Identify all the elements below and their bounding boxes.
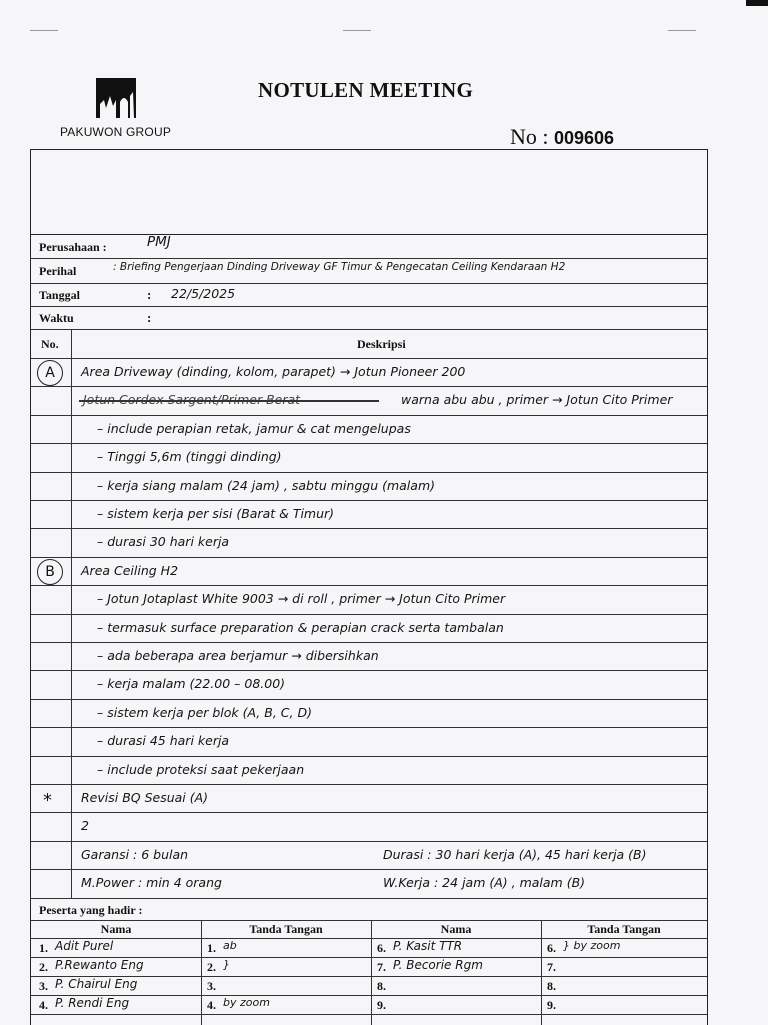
row-divider [31,756,707,757]
row-divider [31,585,707,586]
row-text: – sistem kerja per blok (A, B, C, D) [97,704,312,720]
row-text: – ada beberapa area berjamur → dibersihkan [97,648,379,663]
signature-number: 6. [547,941,556,955]
signature: by zoom [223,996,270,1009]
row-divider [31,386,707,387]
row-text: – kerja siang malam (24 jam) , sabtu minggu (malam) [97,477,435,493]
perforation-mark [343,30,371,31]
peserta-col-divider [201,920,202,1025]
peserta-number: 7. [377,960,386,974]
signature-number: 2. [207,960,216,974]
row-text: – include proteksi saat pekerjaan [97,761,305,777]
perihal-label: Perihal [39,264,77,278]
signature: } by zoom [563,939,621,952]
blank-box [31,150,707,235]
row-text-secondary: W.Kerja : 24 jam (A) , malam (B) [383,875,586,891]
row-divider [31,841,707,842]
perforation-mark [30,30,58,31]
peserta-col-ttd-left: Tanda Tangan [249,922,323,936]
row-divider [31,614,707,615]
row-text: 2 [81,818,89,834]
peserta-name: P. Kasit TTR [393,939,463,953]
row-divider [31,699,707,700]
row-divider [31,415,707,416]
document-number-value: 009606 [554,128,615,148]
row-text: – durasi 45 hari kerja [97,733,230,749]
tanggal-label: Tanggal [39,288,80,302]
row-text: – include perapian retak, jamur & cat mengelupas [97,420,411,436]
peserta-name: P. Rendi Eng [55,996,130,1010]
row-divider [31,727,707,728]
row-divider [31,472,707,473]
peserta-col-ttd-right: Tanda Tangan [587,922,661,936]
row-text: – Tinggi 5,6m (tinggi dinding) [97,449,282,465]
tanggal-value: 22/5/2025 [171,286,236,301]
perusahaan-value: PMJ [147,234,171,250]
row-divider [31,500,707,501]
logo-wordmark: PAKUWON GROUP [59,125,172,139]
peserta-label: Peserta yang hadir : [39,903,143,917]
row-text-secondary: Durasi : 30 hari kerja (A), 45 hari kerja (B) [383,846,647,862]
column-header-no: No. [41,337,59,351]
document-number-label: No : [510,124,549,149]
row-text: Revisi BQ Sesuai (A) [81,790,209,805]
peserta-number: 9. [377,998,386,1012]
column-header-deskripsi: Deskripsi [357,337,406,351]
document-number [510,124,614,150]
peserta-number: 3. [39,979,48,993]
minutes-form [30,149,708,1025]
peserta-name: P. Chairul Eng [55,977,138,991]
document-title: NOTULEN MEETING [258,78,474,102]
row-text: – kerja malam (22.00 – 08.00) [97,676,286,692]
row-text: – Jotun Jotaplast White 9003 → di roll , primer → Jotun Cito Primer [97,591,506,607]
signature: } [223,958,230,971]
peserta-col-nama-left: Nama [100,922,132,936]
scan-edge-mark [746,0,768,6]
row-text: Garansi : 6 bulan [81,846,189,862]
field-divider [31,306,707,307]
signature-number: 3. [207,979,216,993]
row-text: Area Ceiling H2 [81,562,179,578]
signature: ab [223,939,237,952]
row-divider [31,443,707,444]
peserta-number: 4. [39,998,48,1012]
peserta-col-divider [541,920,542,1025]
field-divider [31,258,707,259]
tanggal-colon: : [147,287,152,302]
perihal-value: : Briefing Pengerjaan Dinding Driveway GF Timur & Pengecatan Ceiling Kendaraan H2 [113,261,566,273]
row-divider [31,812,707,813]
row-asterisk-marker: * [43,790,52,811]
signature-number: 9. [547,998,556,1012]
peserta-row-divider [31,1014,707,1015]
peserta-name: P. Becorie Rgm [393,958,483,972]
pakuwon-logo-icon [96,78,136,118]
peserta-col-nama-right: Nama [440,922,472,936]
peserta-number: 8. [377,979,386,993]
peserta-row-divider [31,995,707,996]
row-section-marker: B [37,559,63,585]
field-divider [31,329,707,330]
row-divider [31,670,707,671]
signature-number: 4. [207,998,216,1012]
peserta-col-divider [371,920,372,1025]
row-text: – termasuk surface preparation & perapian crack serta tambalan [97,619,504,635]
row-text: – durasi 30 hari kerja [97,534,230,550]
row-divider [31,642,707,643]
row-text: Area Driveway (dinding, kolom, parapet) → Jotun Pioneer 200 [81,364,466,379]
peserta-number: 2. [39,960,48,974]
perforation-mark [668,30,696,31]
row-text: – sistem kerja per sisi (Barat & Timur) [97,506,335,521]
peserta-header-top [31,920,707,921]
peserta-name: P.Rewanto Eng [55,958,144,972]
waktu-colon: : [147,310,152,325]
row-text: warna abu abu , primer → Jotun Cito Primer [401,392,673,408]
row-divider [31,557,707,558]
peserta-number: 1. [39,941,48,955]
signature-number: 7. [547,960,556,974]
row-divider [31,528,707,529]
row-section-marker: A [37,360,63,386]
perusahaan-label: Perusahaan : [39,240,107,254]
row-divider [31,869,707,870]
peserta-name: Adit Purel [55,939,114,953]
struck-out-text: Jotun Cordex Sargent/Primer Berat [83,392,301,408]
company-logo [48,78,183,139]
peserta-number: 6. [377,941,386,955]
row-divider [31,784,707,785]
row-text: M.Power : min 4 orang [81,875,222,891]
peserta-divider [31,898,707,899]
waktu-label: Waktu [39,311,74,325]
strikethrough-line [79,400,379,402]
field-divider [31,283,707,284]
table-header-divider [31,358,707,359]
signature-number: 8. [547,979,556,993]
signature-number: 1. [207,941,216,955]
